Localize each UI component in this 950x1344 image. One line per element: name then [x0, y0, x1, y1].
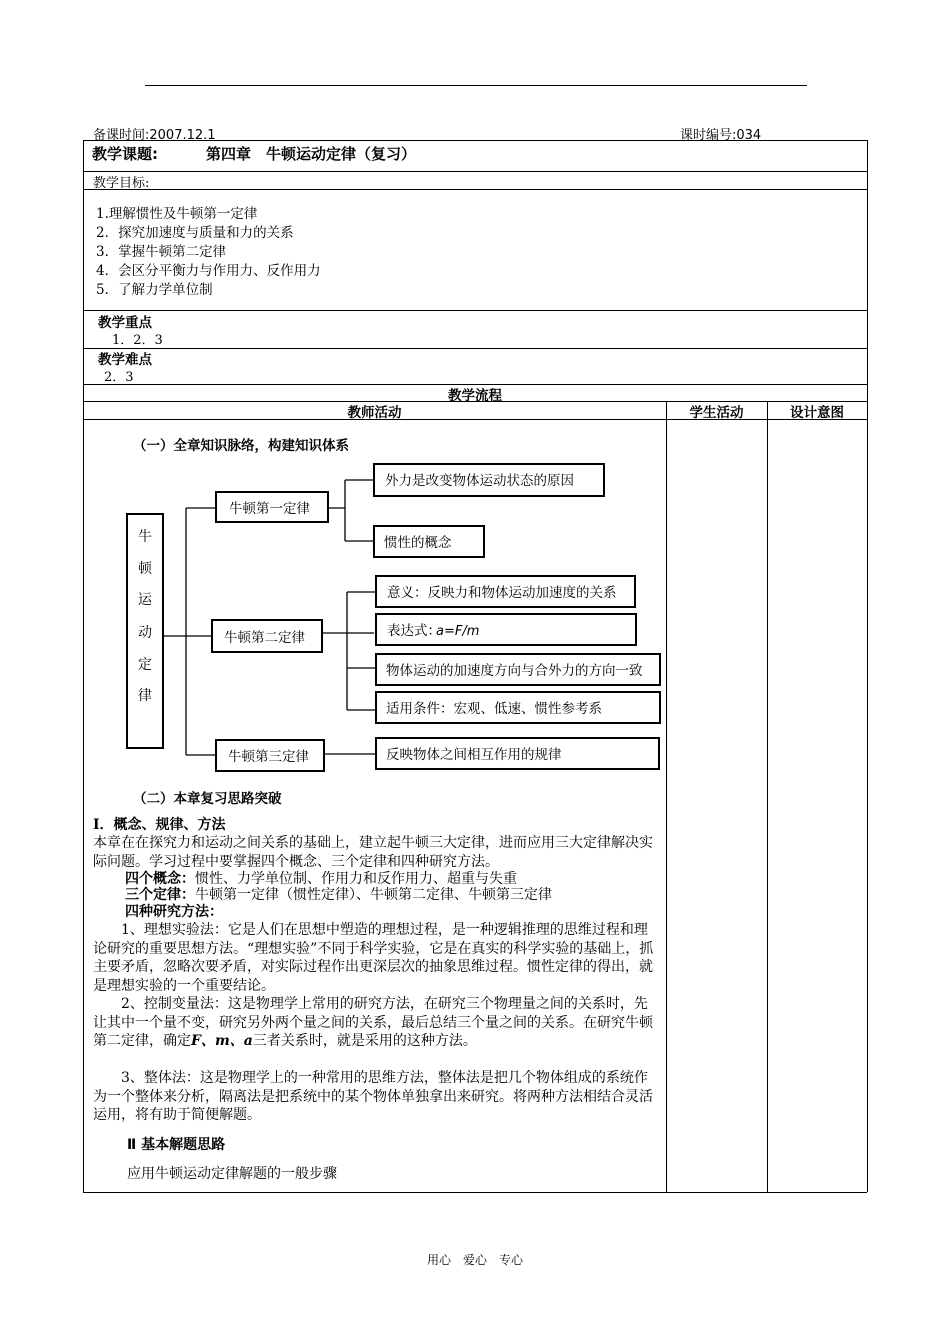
objective-item: 1.理解惯性及牛顿第一定律 [96, 206, 258, 222]
root-char-5: 定 [138, 657, 152, 673]
section1-title: （一）全章知识脉络，构建知识体系 [133, 438, 349, 454]
objective-item: 2．探究加速度与质量和力的关系 [96, 225, 294, 241]
three-laws-row [125, 886, 661, 905]
root-char-2: 顿 [138, 561, 152, 577]
footer: 用心 爱心 专心 [426, 1253, 523, 1267]
lesson-number: 课时编号:034 [680, 128, 762, 143]
three-laws-label: 三个定律： [125, 887, 195, 903]
root-char-1: 牛 [138, 529, 152, 545]
four-methods-label: 四种研究方法： [125, 904, 223, 920]
objectives-label: 教学目标: [93, 176, 150, 191]
method-1: 1、理想实验法：它是人们在思想中塑造的理想过程，是一种逻辑推理的思维过程和理论研究的重要思想方法。“理想实验”不同于科学实验，它是在真实的科学实验的基础上，抓主要矛盾，忽略次要矛盾，对实际过程作出更深层次的抽象思维过程。惯性定律的得出，就是理想实验的一个重要结论。 [93, 922, 654, 994]
root-char-3: 运 [138, 592, 152, 608]
prep-time: 备课时间:2007.12.1 [93, 128, 216, 143]
flow-label: 教学流程 [448, 388, 502, 404]
objective-item: 4．会区分平衡力与作用力、反作用力 [96, 263, 321, 279]
col-teacher: 教师活动 [347, 405, 402, 421]
col-student: 学生活动 [689, 405, 744, 421]
three-laws: 牛顿第一定律（惯性定律）、牛顿第二定律、牛顿第三定律 [195, 887, 552, 903]
law2-label: 牛顿第二定律 [224, 630, 305, 646]
formula: a=F/m [436, 624, 480, 639]
method-2 [93, 995, 661, 1051]
law2-item-3: 物体运动的加速度方向与合外力的方向一致 [386, 663, 643, 679]
difficulties: 2．3 [104, 370, 134, 385]
law2-item-1: 意义：反映力和物体运动加速度的关系 [387, 585, 617, 601]
law2-item-4: 适用条件：宏观、低速、惯性参考系 [386, 701, 602, 717]
law3-label: 牛顿第三定律 [228, 749, 309, 765]
key-points-label: 教学重点 [98, 315, 152, 331]
key-points: 1．2．3 [112, 333, 163, 348]
objective-item: 3．掌握牛顿第二定律 [96, 244, 227, 260]
law1-item-2: 惯性的概念 [384, 535, 452, 551]
section3-text: 应用牛顿运动定律解题的一般步骤 [127, 1166, 337, 1182]
concepts-heading: I．概念、规律、方法 [93, 817, 226, 833]
objective-item: 5．了解力学单位制 [96, 282, 213, 298]
method-2-text-a: 2、控制变量法：这是物理学上常用的研究方法，在研究三个物理量之间的关系时，先让其中一个量不变，研究另外两个量之间的关系，最后总结三个量之间的关系。在研究牛顿第二定律，确定 [93, 996, 653, 1049]
root-char-4: 动 [138, 625, 152, 641]
law2-item-2: 表达式： [387, 623, 441, 639]
method-3: 3、整体法：这是物理学上的一种常用的思维方法，整体法是把几个物体组成的系统作为一个整体来分析，隔离法是把系统中的某个物体单独拿出来研究。将两种方法相结合灵活运用，将有助于简便解题。 [93, 1070, 653, 1123]
section3-heading: Ⅱ 基本解题思路 [127, 1137, 226, 1153]
law3-item-1: 反映物体之间相互作用的规律 [386, 747, 562, 763]
method-2-text-b: 三者关系时，就是采用的这种方法。 [252, 1033, 477, 1049]
method-2-vars: F、m、a [191, 1033, 253, 1049]
title-label: 教学课题: [92, 145, 158, 163]
col-design: 设计意图 [790, 405, 844, 421]
difficulties-label: 教学难点 [98, 352, 152, 368]
four-concepts: 惯性、力学单位制、作用力和反作用力、超重与失重 [195, 871, 517, 887]
law1-item-1: 外力是改变物体运动状态的原因 [385, 473, 574, 489]
concepts-intro: 本章在在探究力和运动之间关系的基础上，建立起牛顿三大定律，进而应用三大定律解决实际问题。学习过程中要掌握四个概念、三个定律和四种研究方法。 [93, 835, 653, 870]
lesson-title: 第四章 牛顿运动定律（复习） [206, 145, 417, 163]
four-concepts-label: 四个概念： [125, 871, 195, 887]
root-char-6: 律 [138, 688, 152, 704]
law1-label: 牛顿第一定律 [229, 501, 310, 517]
section2-title: （二）本章复习思路突破 [133, 791, 282, 807]
